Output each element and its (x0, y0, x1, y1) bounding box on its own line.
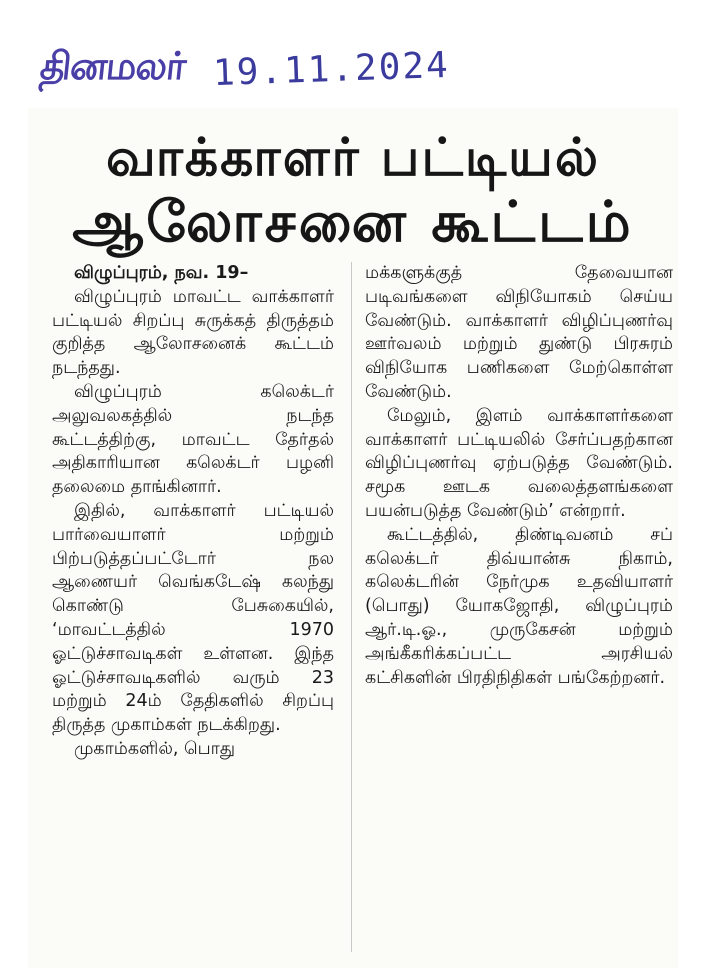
column-divider (351, 262, 352, 952)
newspaper-logo: தினமலர் (38, 44, 188, 88)
article-column-left (52, 262, 334, 762)
headline-line-2: ஆலோசனை கூட்டம் (72, 190, 634, 255)
dateline: விழுப்புரம், நவ. 19– (74, 263, 249, 283)
article-paragraph: முகாம்களில், பொது (74, 738, 236, 759)
handwritten-date: 19.11.2024 (212, 44, 451, 94)
article-paragraph (52, 262, 334, 286)
article-column-right (365, 262, 673, 690)
article-paragraph: மேலும், இளம் வாக்காளர்களை வாக்காளர் பட்டியலில் சேர்ப்பதற்கான விழிப்புணர்வு ஏற்படுத்த வேண்டும். சமூக ஊடக வலைத்தளங்களை பயன்படுத்த வேண்டும்’ என்றார். (365, 405, 673, 521)
article-paragraph: விழுப்புரம் மாவட்ட வாக்காளர் பட்டியல் சிறப்பு சுருக்கத் திருத்தம் குறித்த ஆலோசனைக் கூட்டம் நடந்தது. (52, 286, 334, 379)
headline-line-1: வாக்காளர் பட்டியல் (105, 128, 601, 188)
masthead (40, 38, 450, 100)
article-paragraph: விழுப்புரம் கலெக்டர் அலுவலகத்தில் நடந்த கூட்டத்திற்கு, மாவட்ட தேர்தல் அதிகாரியான கலெக்டர் பழனி தலைமை தாங்கினார். (52, 381, 334, 498)
article-paragraph: மக்களுக்குத் தேவையான படிவங்களை விநியோகம் செய்ய வேண்டும். வாக்காளர் விழிப்புணர்வு ஊர்வலம் மற்றும் துண்டு பிரசுரம் விநியோக பணிகளை மேற்கொள்ள வேண்டும். (365, 263, 673, 402)
article-paragraph: இதில், வாக்காளர் பட்டியல் பார்வையாளர் மற்றும் பிற்படுத்தப்பட்டோர் நல ஆணையர் வெங்கடேஷ் கலந்து கொண்டு பேசுகையில், ‘மாவட்டத்தில் 1970 ஓட்டுச்சாவடிகள் உள்ளன. இந்த ஓட்டுச்சாவடிகளில் வரும் 23 மற்றும் 24ம் தேதிகளில் சிறப்பு திருத்த முகாம்கள் நடக்கிறது. (52, 500, 334, 736)
article-paragraph: கூட்டத்தில், திண்டிவனம் சப் கலெக்டர் திவ்யான்சு நிகாம், கலெக்டரின் நேர்முக உதவியாளர் (பொது) யோகஜோதி, விழுப்புரம் ஆர்.டி.ஓ., முருகேசன் மற்றும் அங்கீகரிக்கப்பட்ட அரசியல் கட்சிகளின் பிரதிநிதிகள் பங்கேற்றனர். (365, 524, 673, 688)
